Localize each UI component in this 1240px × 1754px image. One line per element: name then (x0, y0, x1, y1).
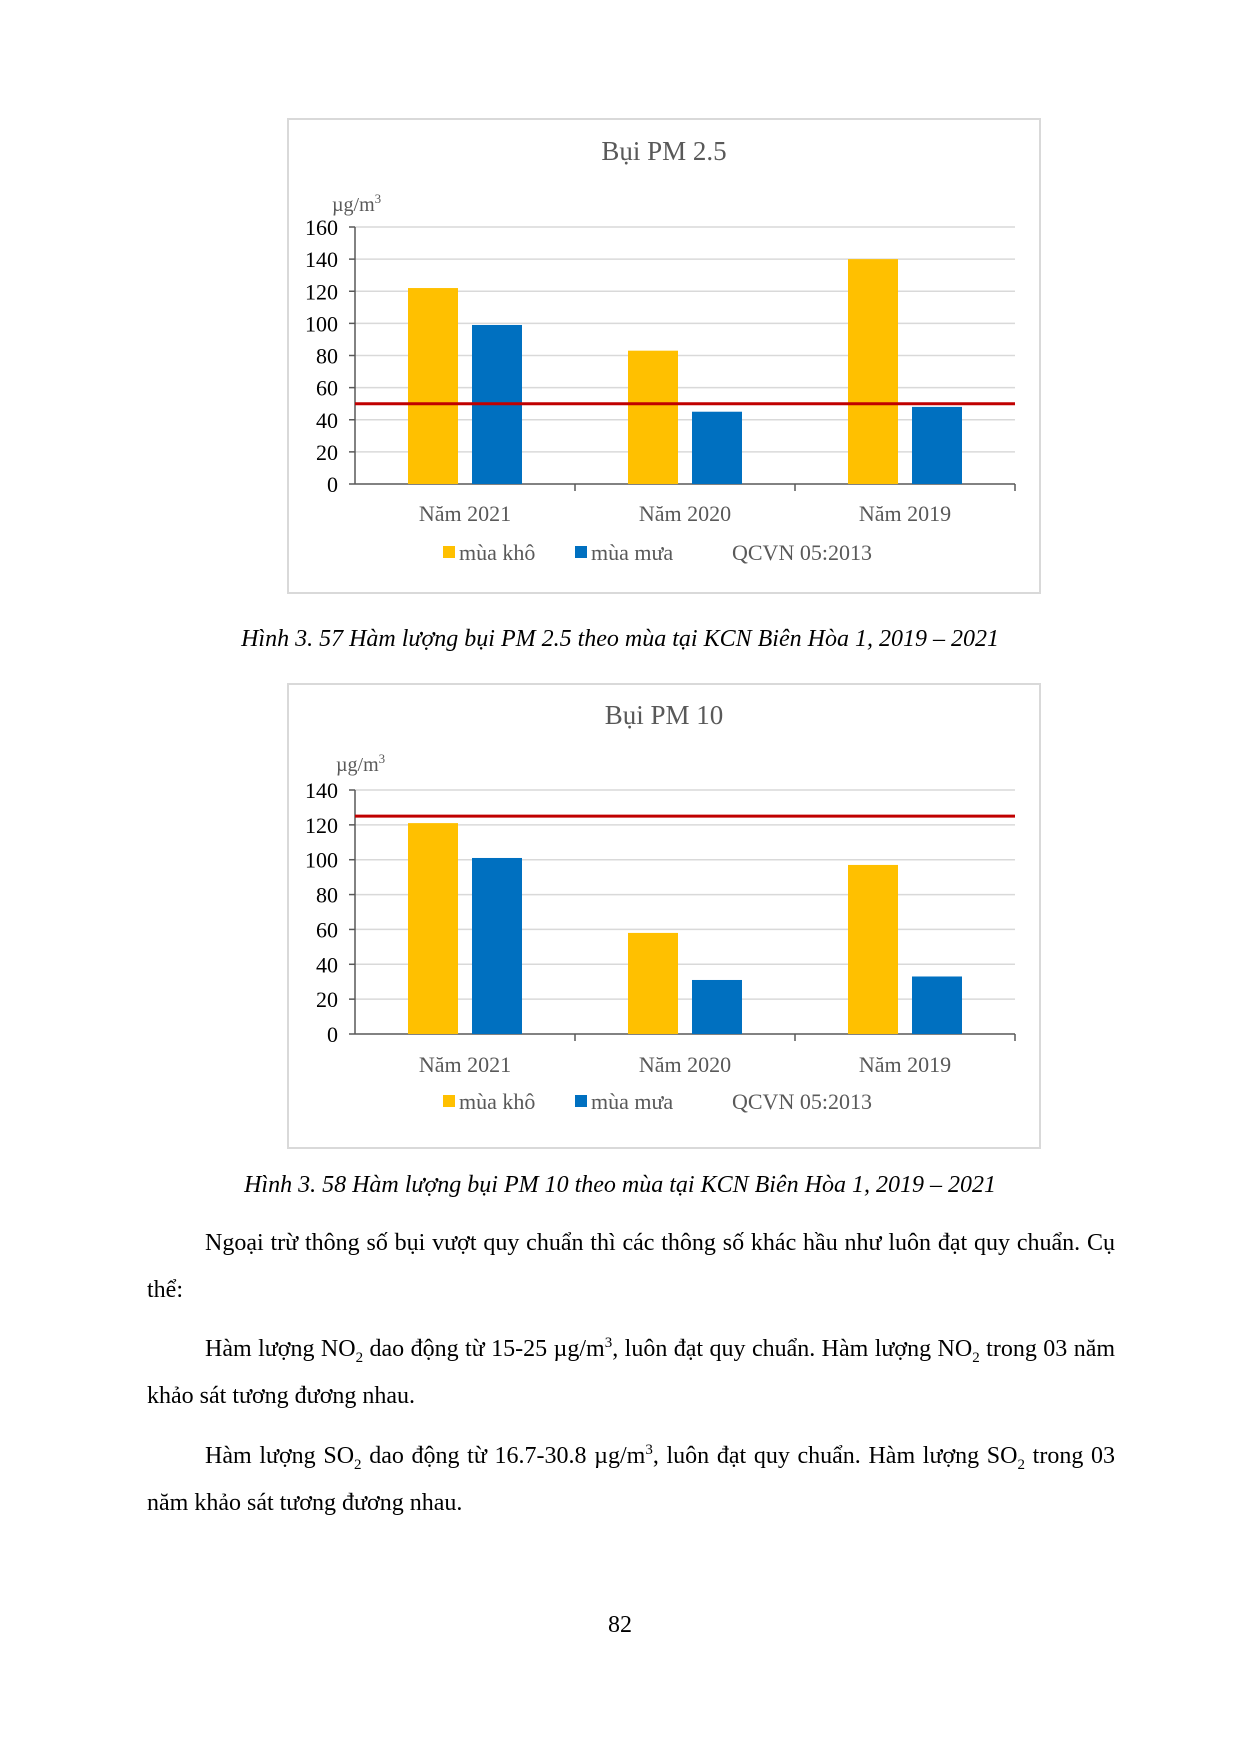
figure-caption-pm10: Hình 3. 58 Hàm lượng bụi PM 10 theo mùa tại KCN Biên Hòa 1, 2019 – 2021 (244, 1172, 996, 1198)
pm10-y-tick-label: 100 (305, 847, 338, 873)
pm25-y-tick-label: 120 (305, 279, 338, 305)
figure-caption-pm25: Hình 3. 57 Hàm lượng bụi PM 2.5 theo mùa tại KCN Biên Hòa 1, 2019 – 2021 (241, 626, 999, 652)
pm10-legend-label-rainy: mùa mưa (591, 1089, 674, 1114)
pm10-y-tick-label: 0 (327, 1022, 338, 1047)
pm10-y-tick-label: 140 (305, 778, 338, 803)
pm25-y-tick-label: 100 (305, 311, 338, 337)
so2-unit-superscript: 3 (645, 1442, 653, 1458)
paragraph-no2 (147, 1326, 1115, 1420)
page-number: 82 (608, 1612, 632, 1638)
so2-text-c: , luôn đạt quy chuẩn. Hàm lượng SO (652, 1443, 1018, 1469)
pm25-chart-title: Bụi PM 2.5 (601, 136, 727, 166)
pm25-legend-label-qcvn: QCVN 05:2013 (732, 540, 872, 565)
pm10-y-tick-label: 40 (316, 952, 338, 978)
pm25-category-label: Năm 2019 (858, 501, 952, 526)
pm10-y-tick-label: 20 (316, 987, 338, 1013)
pm25-y-tick-label: 160 (305, 215, 338, 240)
no2-text-c: , luôn đạt quy chuẩn. Hàm lượng NO (612, 1336, 973, 1362)
so2-subscript: 2 (354, 1456, 362, 1473)
so2-text-d: trong 03 năm khảo sát tương đương nhau. (147, 1443, 1115, 1516)
paragraph-so2 (147, 1433, 1115, 1527)
pm10-category-label: Năm 2021 (418, 1052, 512, 1077)
no2-text-d: trong 03 năm khảo sát tương đương nhau. (147, 1336, 1116, 1409)
paragraph-intro (147, 1220, 1115, 1314)
so2-subscript-2: 2 (1017, 1456, 1025, 1473)
chart-pm10-frame (287, 683, 1041, 1149)
no2-unit-superscript: 3 (604, 1335, 613, 1351)
chart-pm25-frame (287, 118, 1041, 594)
no2-subscript-2: 2 (972, 1349, 980, 1366)
no2-text-a: Hàm lượng NO (205, 1336, 356, 1362)
pm10-chart-title: Bụi PM 10 (604, 700, 724, 730)
pm25-y-tick-label: 0 (327, 472, 338, 497)
pm10-category-label: Năm 2019 (858, 1052, 952, 1077)
pm25-y-tick-label: 80 (316, 343, 338, 369)
pm10-legend-label-dry: mùa khô (459, 1089, 536, 1114)
so2-text-b: dao động từ 16.7-30.8 µg/m (361, 1443, 646, 1469)
pm25-category-label: Năm 2021 (418, 501, 512, 526)
pm25-y-unit-label: $\mu g/m^3$ (332, 191, 382, 216)
pm25-legend-label-dry: mùa khô (459, 540, 536, 565)
no2-text-b: dao động từ 15-25 µg/m (363, 1336, 605, 1362)
pm25-y-tick-label: 60 (316, 375, 338, 401)
paragraph-intro-text: Ngoại trừ thông số bụi vượt quy chuẩn thì các thông số khác hầu như luôn đạt quy chuẩn. Cụ thể: (147, 1230, 1115, 1303)
pm10-y-tick-label: 60 (316, 917, 338, 943)
pm10-y-tick-label: 120 (305, 812, 338, 838)
pm25-category-label: Năm 2020 (638, 501, 732, 526)
no2-subscript: 2 (355, 1349, 364, 1366)
so2-text-a: Hàm lượng SO (205, 1443, 355, 1469)
pm25-legend-label-rainy: mùa mưa (591, 540, 674, 565)
pm10-category-label: Năm 2020 (638, 1052, 732, 1077)
pm25-y-tick-label: 140 (305, 247, 338, 273)
pm10-y-unit-label: $\mu g/m^3$ (336, 751, 386, 776)
pm10-y-tick-label: 80 (316, 882, 338, 908)
pm10-legend-label-qcvn: QCVN 05:2013 (732, 1089, 872, 1114)
pm25-y-tick-label: 40 (316, 407, 338, 433)
pm25-y-tick-label: 20 (316, 439, 338, 465)
